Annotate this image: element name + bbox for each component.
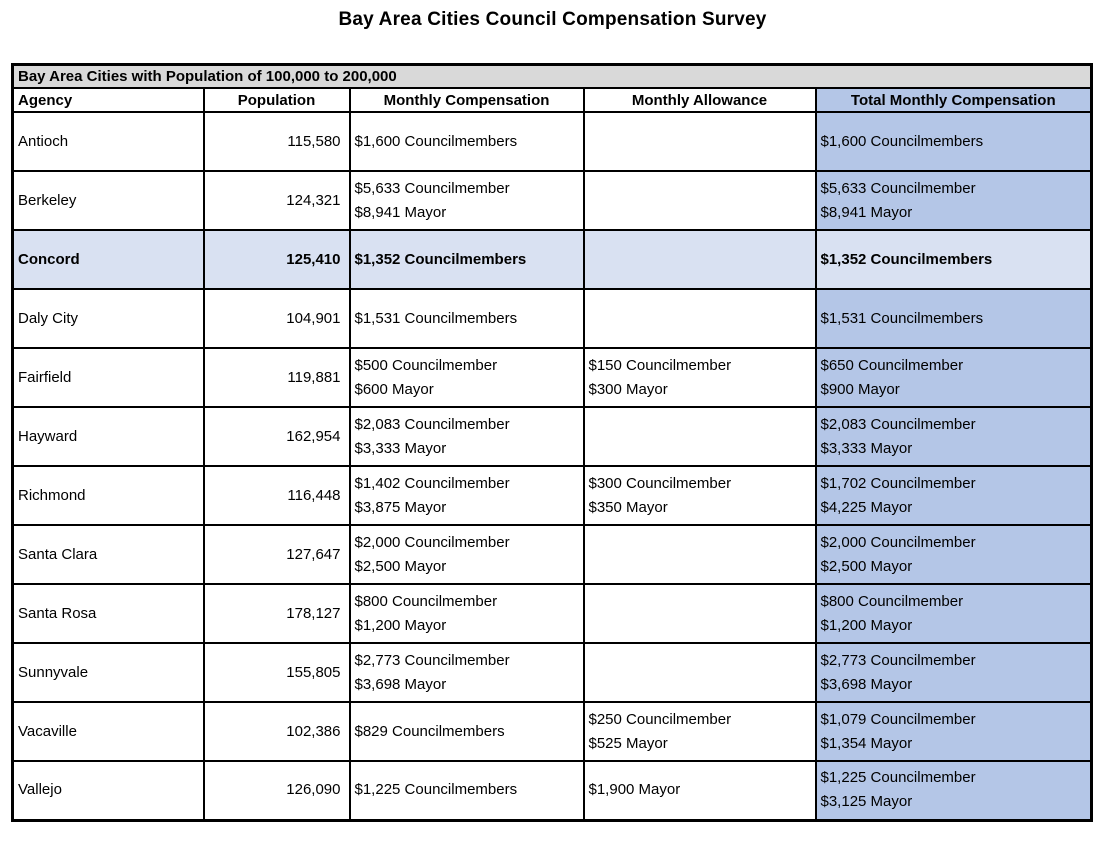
cell-line: 116,448 xyxy=(287,486,341,504)
cell-line: $1,900 Mayor xyxy=(588,781,681,799)
column-header-population: Population xyxy=(204,88,350,112)
cell-population xyxy=(204,407,350,466)
cell-line: $4,225 Mayor xyxy=(820,498,913,516)
cell-line: 155,805 xyxy=(286,663,341,681)
cell-monthly-compensation xyxy=(350,702,584,761)
cell-agency xyxy=(13,466,204,525)
cell-line: 124,321 xyxy=(286,191,341,209)
cell-line: Sunnyvale xyxy=(18,663,89,681)
cell-line: $3,333 Mayor xyxy=(354,439,447,457)
table-row xyxy=(13,171,1092,230)
cell-total-monthly-compensation xyxy=(816,112,1092,171)
table-row xyxy=(13,289,1092,348)
cell-line: $800 Councilmember xyxy=(820,592,964,610)
cell-line: $600 Mayor xyxy=(354,380,434,398)
cell-line: Santa Clara xyxy=(18,545,98,563)
cell-monthly-allowance xyxy=(584,584,816,643)
cell-monthly-allowance xyxy=(584,702,816,761)
cell-line: $2,500 Mayor xyxy=(820,557,913,575)
cell-monthly-allowance xyxy=(584,525,816,584)
cell-line: Concord xyxy=(18,250,80,268)
table-band-row xyxy=(13,65,1092,89)
cell-monthly-allowance xyxy=(584,466,816,525)
cell-line: $1,225 Councilmember xyxy=(820,769,976,787)
cell-line: $2,000 Councilmember xyxy=(820,533,976,551)
cell-line: $300 Mayor xyxy=(588,380,668,398)
cell-monthly-compensation xyxy=(350,466,584,525)
column-header-monthly-compensation: Monthly Compensation xyxy=(350,88,584,112)
cell-line: $2,773 Councilmember xyxy=(354,651,510,669)
cell-monthly-allowance xyxy=(584,289,816,348)
cell-agency xyxy=(13,407,204,466)
cell-population xyxy=(204,112,350,171)
cell-line: $1,225 Councilmembers xyxy=(354,781,518,799)
cell-line: $1,531 Councilmembers xyxy=(354,309,518,327)
cell-line: $1,079 Councilmember xyxy=(820,710,976,728)
cell-population xyxy=(204,466,350,525)
table-row xyxy=(13,525,1092,584)
cell-agency xyxy=(13,112,204,171)
table-body xyxy=(13,112,1092,820)
table-row xyxy=(13,112,1092,171)
cell-line: $3,333 Mayor xyxy=(820,439,913,457)
cell-total-monthly-compensation xyxy=(816,466,1092,525)
cell-line: Antioch xyxy=(18,132,69,150)
cell-line: $1,600 Councilmembers xyxy=(354,132,518,150)
cell-monthly-compensation xyxy=(350,289,584,348)
cell-line: $150 Councilmember xyxy=(588,356,732,374)
cell-line: $1,702 Councilmember xyxy=(820,474,976,492)
cell-line: $829 Councilmembers xyxy=(354,722,505,740)
cell-agency xyxy=(13,289,204,348)
cell-line: $2,500 Mayor xyxy=(354,557,447,575)
cell-line: 125,410 xyxy=(286,250,341,268)
cell-population xyxy=(204,230,350,289)
cell-line: Vallejo xyxy=(18,781,62,799)
cell-population xyxy=(204,289,350,348)
cell-line: Richmond xyxy=(18,486,86,504)
cell-line: $250 Councilmember xyxy=(588,710,732,728)
cell-total-monthly-compensation xyxy=(816,407,1092,466)
cell-line: $1,200 Mayor xyxy=(820,616,913,634)
cell-monthly-compensation xyxy=(350,171,584,230)
cell-population xyxy=(204,525,350,584)
cell-line: $3,698 Mayor xyxy=(820,675,913,693)
cell-monthly-compensation xyxy=(350,584,584,643)
cell-monthly-allowance xyxy=(584,761,816,820)
cell-line: $5,633 Councilmember xyxy=(354,179,510,197)
table-row xyxy=(13,702,1092,761)
cell-line: $3,125 Mayor xyxy=(820,793,913,811)
table-row xyxy=(13,407,1092,466)
cell-line: Daly City xyxy=(18,309,79,327)
cell-line: Fairfield xyxy=(18,368,72,386)
cell-line: 126,090 xyxy=(286,781,341,799)
cell-monthly-allowance xyxy=(584,230,816,289)
cell-monthly-compensation xyxy=(350,230,584,289)
cell-total-monthly-compensation xyxy=(816,584,1092,643)
cell-line: $800 Councilmember xyxy=(354,592,498,610)
cell-line: 178,127 xyxy=(286,604,341,622)
cell-line: $500 Councilmember xyxy=(354,356,498,374)
cell-line: $525 Mayor xyxy=(588,734,668,752)
compensation-table xyxy=(11,63,1093,822)
cell-line: $1,352 Councilmembers xyxy=(354,250,527,268)
cell-agency xyxy=(13,643,204,702)
cell-total-monthly-compensation xyxy=(816,289,1092,348)
page-title: Bay Area Cities Council Compensation Survey xyxy=(338,9,767,30)
cell-population xyxy=(204,171,350,230)
cell-monthly-compensation xyxy=(350,112,584,171)
table-row xyxy=(13,643,1092,702)
cell-total-monthly-compensation xyxy=(816,525,1092,584)
cell-monthly-compensation xyxy=(350,348,584,407)
cell-line: $3,698 Mayor xyxy=(354,675,447,693)
cell-total-monthly-compensation xyxy=(816,702,1092,761)
cell-line: $1,600 Councilmembers xyxy=(820,132,984,150)
cell-line: $2,000 Councilmember xyxy=(354,533,510,551)
cell-line: 102,386 xyxy=(286,722,341,740)
cell-line: $350 Mayor xyxy=(588,498,668,516)
cell-total-monthly-compensation xyxy=(816,171,1092,230)
cell-line: Hayward xyxy=(18,427,78,445)
cell-monthly-allowance xyxy=(584,643,816,702)
table-row xyxy=(13,230,1092,289)
cell-monthly-allowance xyxy=(584,112,816,171)
cell-monthly-compensation xyxy=(350,761,584,820)
table-band-title: Bay Area Cities with Population of 100,000 to 200,000 xyxy=(13,65,1092,89)
cell-line: $1,354 Mayor xyxy=(820,734,913,752)
cell-agency xyxy=(13,171,204,230)
table-row xyxy=(13,466,1092,525)
cell-line: $300 Councilmember xyxy=(588,474,732,492)
table-header-row xyxy=(13,88,1092,112)
table-row xyxy=(13,348,1092,407)
cell-total-monthly-compensation xyxy=(816,230,1092,289)
cell-line: $3,875 Mayor xyxy=(354,498,447,516)
column-header-total-monthly-compensation: Total Monthly Compensation xyxy=(816,88,1092,112)
cell-line: $2,773 Councilmember xyxy=(820,651,976,669)
cell-line: 162,954 xyxy=(286,427,341,445)
cell-line: 115,580 xyxy=(287,132,341,150)
cell-agency xyxy=(13,230,204,289)
cell-monthly-compensation xyxy=(350,643,584,702)
cell-population xyxy=(204,348,350,407)
cell-line: 104,901 xyxy=(286,309,341,327)
cell-line: Vacaville xyxy=(18,722,77,740)
cell-line: $900 Mayor xyxy=(820,380,900,398)
cell-monthly-compensation xyxy=(350,525,584,584)
cell-agency xyxy=(13,702,204,761)
cell-line: $5,633 Councilmember xyxy=(820,179,976,197)
cell-line: $1,402 Councilmember xyxy=(354,474,510,492)
cell-population xyxy=(204,702,350,761)
cell-line: 119,881 xyxy=(287,368,341,386)
cell-total-monthly-compensation xyxy=(816,643,1092,702)
cell-population xyxy=(204,761,350,820)
cell-agency xyxy=(13,584,204,643)
cell-line: $2,083 Councilmember xyxy=(354,415,510,433)
table-row xyxy=(13,584,1092,643)
cell-population xyxy=(204,643,350,702)
cell-total-monthly-compensation xyxy=(816,348,1092,407)
cell-monthly-compensation xyxy=(350,407,584,466)
cell-line: $1,352 Councilmembers xyxy=(820,250,993,268)
column-header-agency: Agency xyxy=(13,88,204,112)
cell-line: $650 Councilmember xyxy=(820,356,964,374)
column-header-monthly-allowance: Monthly Allowance xyxy=(584,88,816,112)
cell-agency xyxy=(13,348,204,407)
cell-monthly-allowance xyxy=(584,171,816,230)
cell-line: $2,083 Councilmember xyxy=(820,415,976,433)
cell-line: 127,647 xyxy=(286,545,341,563)
cell-line: Berkeley xyxy=(18,191,77,209)
table-row xyxy=(13,761,1092,820)
cell-monthly-allowance xyxy=(584,348,816,407)
cell-monthly-allowance xyxy=(584,407,816,466)
cell-agency xyxy=(13,525,204,584)
cell-line: $8,941 Mayor xyxy=(820,203,913,221)
cell-agency xyxy=(13,761,204,820)
cell-population xyxy=(204,584,350,643)
cell-line: $1,531 Councilmembers xyxy=(820,309,984,327)
cell-total-monthly-compensation xyxy=(816,761,1092,820)
cell-line: $1,200 Mayor xyxy=(354,616,447,634)
cell-line: $8,941 Mayor xyxy=(354,203,447,221)
cell-line: Santa Rosa xyxy=(18,604,97,622)
